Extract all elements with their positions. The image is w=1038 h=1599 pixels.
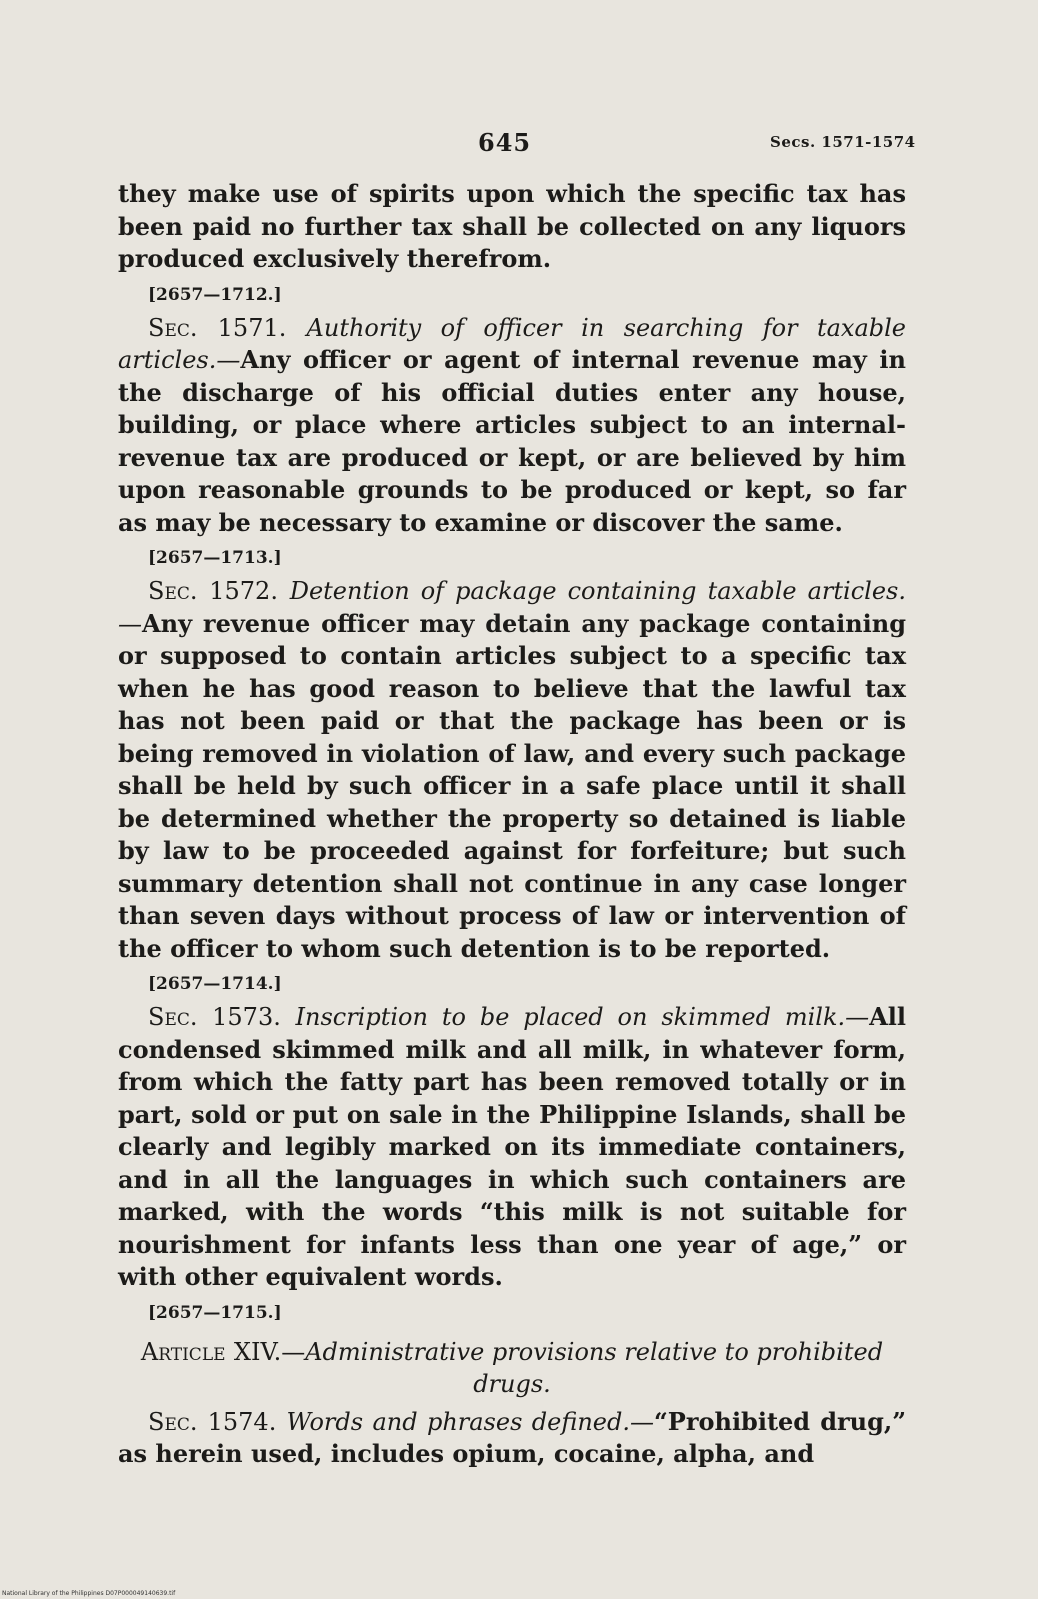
section-1571 [118, 312, 906, 540]
section-label: Sec. [148, 1407, 198, 1436]
section-number: 1572. [209, 577, 278, 605]
reference-note: [2657—1714.] [148, 974, 282, 994]
section-number: 1571. [217, 313, 287, 342]
section-number: 1573. [212, 1003, 281, 1031]
section-label: Sec. [148, 1003, 198, 1031]
page-number: 645 [478, 128, 532, 157]
running-head: Secs. 1571-1574 [770, 133, 916, 151]
section-1573 [118, 1001, 906, 1294]
article-label: Article [140, 1337, 226, 1366]
reference-note: [2657—1712.] [148, 284, 282, 305]
reference-note: [2657—1713.] [148, 548, 282, 568]
section-text: All condensed skimmed milk and all milk, in whatever form, from which the fatty part has been removed totally or in part, sold or put on sale in the Philippine Islands, shall be clearly and legibly marked on its immediate containers, and in all the languages in which such containers are marked, with the words “this milk is not suitable for nourishment for infants less than one year of age,” or with other equivalent words. [118, 1002, 907, 1291]
continuation-paragraph: they make use of spirits upon which the specific tax has been paid no further tax shall be collected on any liquors produced exclusively therefrom. [118, 179, 906, 273]
section-text: Any officer or agent of internal revenue may in the discharge of his official duties enter any house, building, or place where articles subject to an internal-revenue tax are produced or kept, or are believed by him upon reasonable grounds to be produced or kept, so far as may be necessary to examine or discover the same. [118, 345, 906, 537]
article-title: Administrative provisions relative to prohibited drugs. [305, 1337, 884, 1398]
page-header [0, 128, 1038, 168]
section-title: Words and phrases defined.— [286, 1407, 654, 1436]
page-body [118, 178, 906, 1471]
section-title: Authority of officer in searching for taxable articles.— [118, 313, 907, 374]
section-text: “Prohibited drug,” as herein used, includes opium, cocaine, alpha, and [118, 1406, 907, 1468]
section-number: 1574. [207, 1407, 277, 1436]
section-label: Sec. [148, 577, 198, 605]
article-heading [118, 1336, 906, 1400]
article-number: XIV.— [233, 1337, 306, 1366]
section-text: Any revenue officer may detain any package containing or supposed to contain articles subject to a specific tax when he has good reason to believe that the lawful tax has not been paid or that the package has been or is being removed in violation of law, and every such package shall be held by such officer in a safe place until it shall be determined whether the property so detained is liable by law to be proceeded against for forfeiture; but such summary detention shall not continue in any case longer than seven days without process of law or intervention of the officer to whom such detention is to be reported. [118, 608, 906, 963]
section-1574 [118, 1406, 906, 1471]
section-title: Detention of package containing taxable articles.— [118, 577, 906, 638]
reference-note: [2657—1715.] [148, 1302, 282, 1323]
section-label: Sec. [148, 313, 198, 342]
section-title: Inscription to be placed on skimmed milk.— [295, 1003, 870, 1031]
section-1572 [118, 575, 906, 965]
scan-footer: National Library of the Philippines D07P000049140639.tif [2, 1590, 176, 1597]
